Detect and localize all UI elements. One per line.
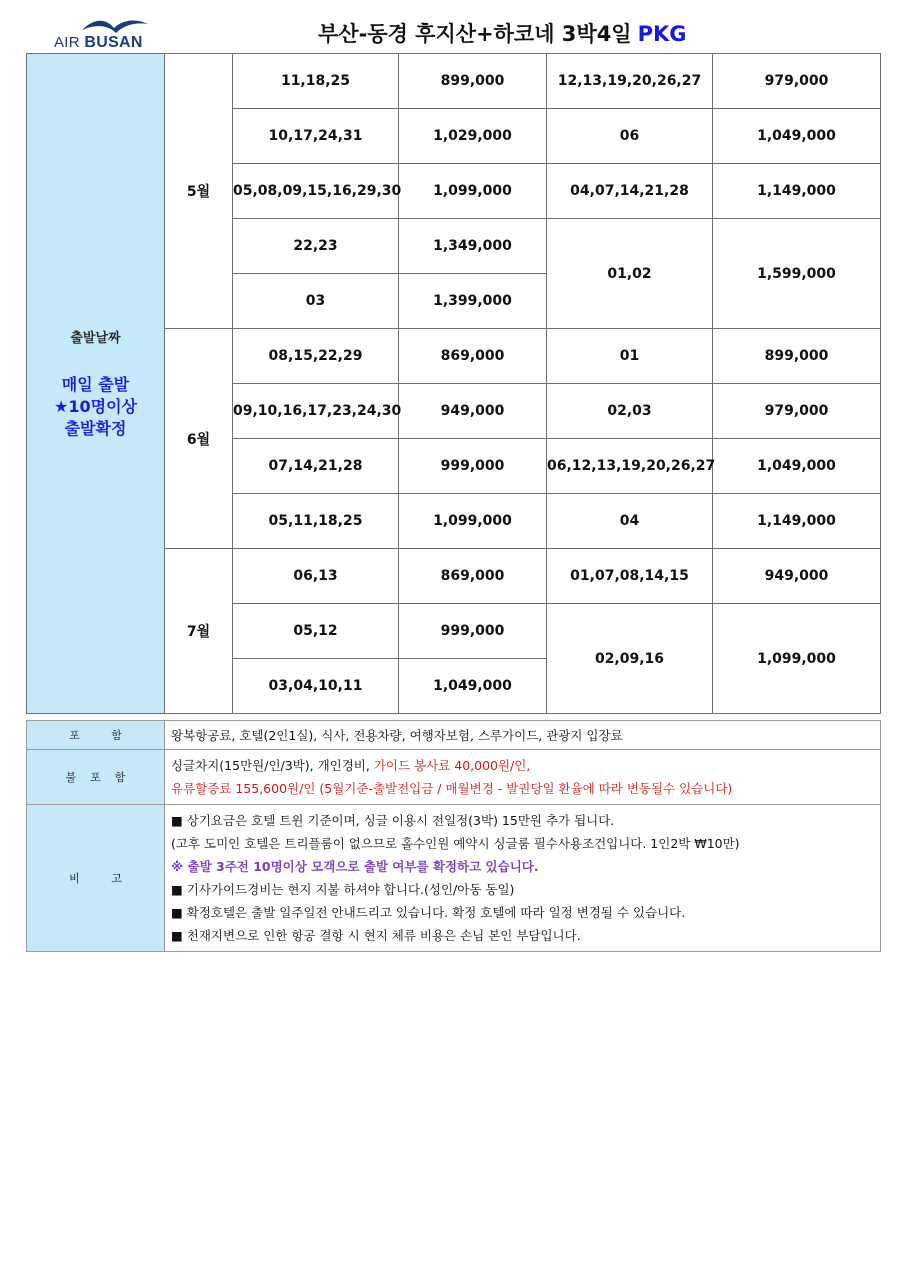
price-cell: 1,049,000 [713,439,881,494]
price-cell: 979,000 [713,384,881,439]
dates-cell: 05,08,09,15,16,29,30 [233,164,399,219]
dates-cell: 01,07,08,14,15 [547,549,713,604]
exclude-label: 불포함 [27,750,165,805]
note-line: ※ 출발 3주전 10명이상 모객으로 출발 여부를 확정하고 있습니다. [171,859,539,874]
price-cell: 979,000 [713,54,881,109]
note-line: ■ 상기요금은 호텔 트윈 기준이며, 싱글 이용시 전일정(3박) 15만원 추가 됩니다. [171,813,615,828]
price-cell: 1,349,000 [399,219,547,274]
price-cell: 1,029,000 [399,109,547,164]
dates-cell: 03,04,10,11 [233,659,399,714]
note-line: ■ 확정호텔은 출발 일주일전 안내드리고 있습니다. 확정 호텔에 따라 일정 변경될 수 있습니다. [171,905,686,920]
exclude-text: 싱글차지(15만원/인/3박), 개인경비, 가이드 봉사료 40,000원/인, 유류할증료 155,600원/인 (5월기준-출발전입금 / 매월변경 - 발권당일 환율에 따라 변동될수 있습니다) [165,750,881,805]
price-cell: 899,000 [713,329,881,384]
price-cell: 1,149,000 [713,164,881,219]
dates-cell: 03 [233,274,399,329]
dates-cell: 04,07,14,21,28 [547,164,713,219]
dates-cell: 08,15,22,29 [233,329,399,384]
pkg-tag: PKG [637,22,687,46]
price-cell: 1,149,000 [713,494,881,549]
month-june: 6월 [165,329,233,549]
include-text: 왕복항공료, 호텔(2인1실), 식사, 전용차량, 여행자보험, 스루가이드, 관광지 입장료 [165,721,881,750]
dates-cell: 05,11,18,25 [233,494,399,549]
info-table [26,720,881,952]
price-cell: 1,099,000 [399,494,547,549]
exclude-row [27,750,881,805]
price-cell: 1,099,000 [713,604,881,714]
include-row [27,721,881,750]
departure-date-label: 출발날짜 [70,331,121,346]
dates-cell: 11,18,25 [233,54,399,109]
price-cell: 1,399,000 [399,274,547,329]
note-label: 비 고 [27,805,165,952]
price-cell: 1,049,000 [713,109,881,164]
min-people-text: ★10명이상 [54,397,137,416]
note-row [27,805,881,952]
air-busan-logo [54,16,170,52]
price-cell: 1,049,000 [399,659,547,714]
note-line: (고후 도미인 호텔은 트리플룸이 없으므로 홀수인원 예약시 싱글룸 필수사용조건입니다. 1인2박 ₩10만) [171,836,740,851]
price-cell: 1,099,000 [399,164,547,219]
daily-departure-text: 매일 출발 [61,375,130,394]
dates-cell: 06 [547,109,713,164]
dates-cell: 02,03 [547,384,713,439]
price-cell: 949,000 [713,549,881,604]
page-header [26,14,880,52]
price-cell: 1,599,000 [713,219,881,329]
note-line: ■ 천재지변으로 인한 항공 결항 시 현지 체류 비용은 손님 본인 부담입니다. [171,928,581,943]
dates-cell: 22,23 [233,219,399,274]
dates-cell: 05,12 [233,604,399,659]
table-row [27,54,881,109]
dates-cell: 02,09,16 [547,604,713,714]
include-label: 포 함 [27,721,165,750]
price-cell: 869,000 [399,329,547,384]
dates-cell: 07,14,21,28 [233,439,399,494]
month-july: 7월 [165,549,233,714]
confirmed-text: 출발확정 [64,419,127,438]
page-title: 부산-동경 후지산+하코네 3박4일 PKG [318,22,687,46]
departure-info-cell [27,54,165,714]
dates-cell: 10,17,24,31 [233,109,399,164]
price-cell: 949,000 [399,384,547,439]
price-cell: 869,000 [399,549,547,604]
dates-cell: 01 [547,329,713,384]
month-may: 5월 [165,54,233,329]
note-text [165,805,881,952]
dates-cell: 12,13,19,20,26,27 [547,54,713,109]
logo-text: AIR BUSAN [54,34,143,51]
price-cell: 999,000 [399,439,547,494]
price-cell: 999,000 [399,604,547,659]
dates-cell: 06,12,13,19,20,26,27 [547,439,713,494]
note-line: ■ 기사가이드경비는 현지 지불 하셔야 합니다.(성인/아동 동일) [171,882,515,897]
dates-cell: 04 [547,494,713,549]
dates-cell: 09,10,16,17,23,24,30 [233,384,399,439]
price-cell: 899,000 [399,54,547,109]
schedule-table [26,53,881,714]
dates-cell: 01,02 [547,219,713,329]
dates-cell: 06,13 [233,549,399,604]
seagull-icon [80,16,150,36]
